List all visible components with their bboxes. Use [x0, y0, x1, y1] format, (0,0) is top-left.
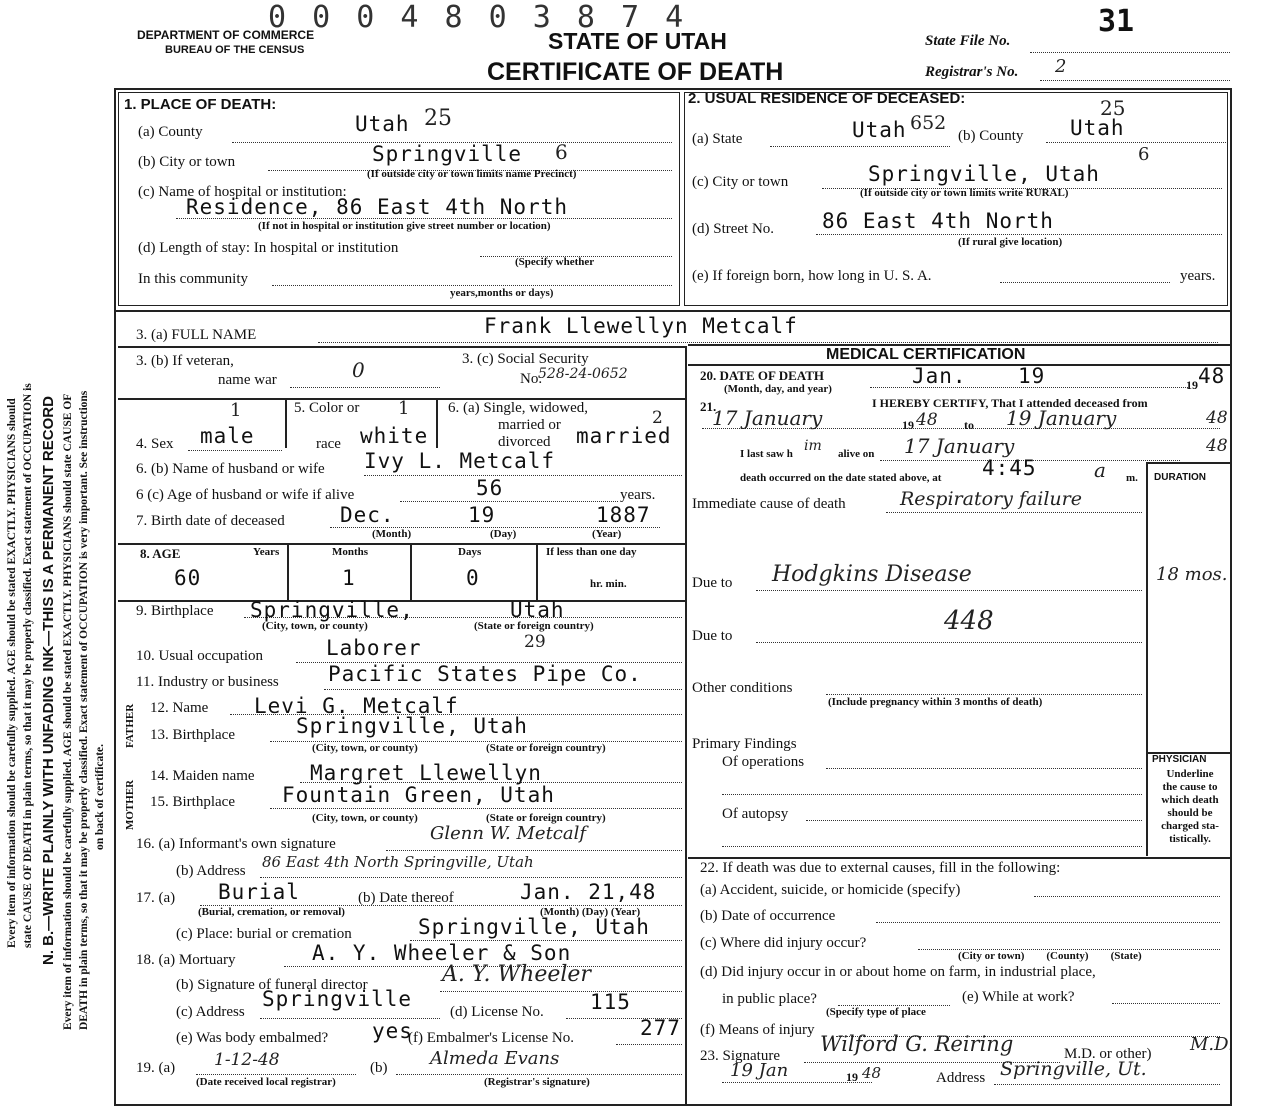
occupation: Laborer: [326, 636, 422, 660]
informant-addr-label: (b) Address: [176, 863, 246, 879]
signature-addr-label: Address: [936, 1070, 986, 1086]
signature-label: 23. Signature: [700, 1048, 780, 1064]
father-name: Levi G. Metcalf: [254, 694, 459, 718]
birth-month-cap: (Month): [372, 528, 412, 540]
burial-place-label: (c) Place: burial or cremation: [176, 926, 352, 942]
pod-hospital-label: (c) Name of hospital or institution:: [138, 184, 347, 200]
physician-note-line: which death: [1161, 794, 1219, 806]
marital: married: [576, 424, 672, 448]
marital-label-2: married or: [498, 417, 561, 433]
father-bp: Springville, Utah: [296, 714, 528, 738]
other-conditions-label: Other conditions: [692, 680, 793, 696]
birth-month: Dec.: [340, 503, 395, 527]
mother-bp-cap1: (City, town, or county): [312, 812, 418, 824]
physician-header: PHYSICIAN: [1152, 754, 1207, 765]
md-label: M.D. or other): [1064, 1046, 1152, 1062]
last-saw-date: 17 January: [904, 434, 1015, 458]
last-saw-him: im: [804, 438, 822, 454]
of-operations-label: Of operations: [722, 754, 805, 770]
registrar-cap1: (Date received local registrar): [196, 1076, 336, 1088]
registrar-value: 2: [1055, 56, 1067, 77]
attend-from-year: 48: [916, 410, 938, 430]
spouse: Ivy L. Metcalf: [364, 449, 556, 473]
physician-note-line: charged sta-: [1161, 820, 1219, 832]
informant-addr: 86 East 4th North Springville, Utah: [262, 853, 534, 871]
mother-name-label: 14. Maiden name: [150, 768, 255, 784]
marital-code: 2: [652, 408, 663, 428]
res-foreign-years: years.: [1180, 268, 1216, 284]
spouse-age-label: 6 (c) Age of husband or wife if alive: [136, 487, 355, 503]
registrar-date: 1-12-48: [214, 1050, 280, 1070]
external-f: (f) Means of injury: [700, 1022, 815, 1038]
md-value: M.D.: [1190, 1034, 1234, 1055]
res-county: Utah: [1070, 116, 1125, 140]
spouse-age: 56: [476, 476, 504, 500]
external-c: (c) Where did injury occur?: [700, 935, 867, 951]
dod-label: 20. DATE OF DEATH: [700, 368, 824, 383]
alive-on: alive on: [838, 448, 875, 460]
pod-county-label: (a) County: [138, 124, 203, 140]
industry: Pacific States Pipe Co.: [328, 662, 642, 686]
mother-bp-cap2: (State or foreign country): [486, 812, 606, 824]
res-street: 86 East 4th North: [822, 209, 1054, 233]
pod-county: Utah: [355, 112, 410, 136]
pod-hospital: Residence, 86 East 4th North: [186, 195, 569, 219]
cert-num: 21.: [700, 399, 717, 414]
due1-duration: 18 mos.: [1156, 564, 1228, 585]
cert-text: I HEREBY CERTIFY, That I attended deceased from: [872, 396, 1148, 410]
last-saw-label: I last saw h: [740, 448, 793, 460]
fullname: Frank Llewellyn Metcalf: [484, 314, 798, 338]
pod-city-label: (b) City or town: [138, 154, 236, 170]
color-label: 5. Color or: [294, 400, 360, 416]
external-c-cap: (City or town) (County) (State): [958, 950, 1142, 962]
attend-from: 17 January: [712, 406, 823, 430]
signature-date: 19 Jan: [730, 1060, 789, 1081]
mother-bp-label: 15. Birthplace: [150, 794, 235, 810]
race-code: 1: [398, 398, 410, 419]
age-years-cap: Years: [253, 546, 280, 558]
physician-note: [1150, 768, 1230, 846]
father-bp-label: 13. Birthplace: [150, 727, 235, 743]
embalmed-label: (e) Was body embalmed?: [176, 1030, 329, 1046]
race: white: [360, 424, 429, 448]
veteran-label: 3. (b) If veteran,: [136, 353, 234, 369]
physician-note-line: tistically.: [1169, 833, 1211, 845]
registrar-cap2: (Registrar's signature): [484, 1076, 590, 1088]
state-file-value: 31: [1098, 4, 1135, 39]
father-tag: FATHER: [124, 703, 136, 748]
dod-year: 48: [1198, 364, 1226, 388]
res-city: Springville, Utah: [868, 162, 1100, 186]
place-of-death-heading: 1. PLACE OF DEATH:: [124, 96, 277, 113]
birth-day: 19: [468, 503, 496, 527]
dod-month: Jan.: [912, 364, 967, 388]
burial: Burial: [218, 880, 300, 904]
license-label: (d) License No.: [450, 1004, 544, 1020]
pod-hospital-note: (If not in hospital or institution give street number or location): [258, 220, 551, 232]
external-type-cap: (Specify type of place: [826, 1006, 926, 1018]
res-city-note: (If outside city or town limits write RURAL): [860, 187, 1069, 199]
marital-label: 6. (a) Single, widowed,: [448, 400, 588, 416]
residence-heading: 2. USUAL RESIDENCE OF DECEASED:: [688, 90, 966, 107]
res-state: Utah: [852, 118, 907, 142]
due1-cause: Hodgkins Disease: [772, 562, 972, 587]
sex-code: 1: [230, 400, 242, 421]
occupation-label: 10. Usual occupation: [136, 648, 264, 664]
side-note-3: N. B.—WRITE PLAINLY WITH UNFADING INK—THIS IS A PERMANENT RECORD: [40, 396, 57, 965]
veteran: 0: [352, 358, 365, 382]
age-months-cap: Months: [332, 546, 369, 558]
emb-license-label: (f) Embalmer's License No.: [408, 1030, 574, 1046]
res-street-note: (If rural give location): [958, 236, 1063, 248]
father-bp-cap2: (State or foreign country): [486, 742, 606, 754]
pod-city: Springville: [372, 142, 523, 166]
pod-stay-note1: (Specify whether: [515, 256, 595, 268]
other-conditions-cap: (Include pregnancy within 3 months of death): [828, 696, 1043, 708]
death-time: 4:45: [982, 456, 1037, 480]
death-m: m.: [1126, 472, 1138, 484]
registrar-sig: Almeda Evans: [430, 1048, 560, 1069]
age-hr-min: hr. min.: [590, 578, 627, 590]
file-number-stamp: 0 0 0 4 8 0 3 8 7 4: [268, 0, 688, 35]
major-findings-label: Primary Findings: [692, 736, 797, 752]
race-label: race: [316, 436, 341, 452]
immediate-cause: Respiratory failure: [900, 488, 1082, 510]
age-less-cap: If less than one day: [546, 546, 637, 558]
res-state-code: 652: [910, 112, 947, 134]
informant-sig: Glenn W. Metcalf: [430, 823, 587, 844]
attend-from-prefix: 19: [902, 418, 914, 432]
external-a: (a) Accident, suicide, or homicide (specify): [700, 882, 961, 898]
external-e: (e) While at work?: [962, 989, 1075, 1005]
attend-to: 19 January: [1006, 406, 1117, 430]
burial-label: 17. (a): [136, 890, 176, 906]
burial-date: Jan. 21,48: [520, 880, 657, 904]
birth-day-cap: (Day): [490, 528, 517, 540]
burial-date-label: (b) Date thereof: [358, 890, 454, 906]
mother-bp: Fountain Green, Utah: [282, 783, 555, 807]
side-note-4: Every item of information should be carefully supplied. AGE should be stated EXACTLY. PHYSICIANS should state CAUSE OF: [62, 393, 74, 1030]
birthplace-city: Springville,: [250, 598, 414, 622]
physician-note-line: should be: [1167, 807, 1213, 819]
dept-label: DEPARTMENT OF COMMERCE: [137, 28, 315, 42]
res-foreign-label: (e) If foreign born, how long in U. S. A.: [692, 268, 932, 284]
state-title: STATE OF UTAH: [548, 28, 727, 54]
burial-place: Springville, Utah: [418, 915, 650, 939]
fd-addr-label: (c) Address: [176, 1004, 245, 1020]
mother-name: Margret Llewellyn: [310, 761, 542, 785]
mortuary: A. Y. Wheeler & Son: [312, 941, 572, 965]
ss-label: 3. (c) Social Security: [462, 351, 589, 367]
embalmed: yes: [372, 1019, 413, 1043]
burial-cap: (Burial, cremation, or removal): [198, 906, 345, 918]
birthdate-label: 7. Birth date of deceased: [136, 513, 285, 529]
physician-note-line: the cause to: [1162, 781, 1218, 793]
mortuary-label: 18. (a) Mortuary: [136, 952, 236, 968]
birthplace-state: Utah: [510, 598, 565, 622]
attend-to-label: to: [964, 418, 974, 432]
res-city-code: 6: [1138, 144, 1150, 165]
pod-city-code: 6: [555, 140, 568, 164]
pod-county-code: 25: [424, 106, 452, 131]
registrar-label: Registrar's No.: [925, 64, 1019, 80]
industry-label: 11. Industry or business: [136, 674, 279, 690]
attend-to-year: 48: [1206, 408, 1228, 428]
burial-date-cap: (Month) (Day) (Year): [540, 906, 641, 918]
due2-label: Due to: [692, 628, 733, 644]
bureau-label: BUREAU OF THE CENSUS: [165, 44, 305, 56]
external-heading: 22. If death was due to external causes, fill in the following:: [700, 860, 1061, 876]
side-note-1: Every item of information should be carefully supplied. AGE should be stated EXACTLY. PHYSICIANS should: [6, 398, 18, 948]
dod-year-prefix: 19: [1186, 378, 1198, 392]
occupation-code: 29: [524, 632, 546, 652]
age-label: 8. AGE: [140, 546, 181, 561]
side-note-6: on back of certificate.: [94, 743, 106, 850]
age-months: 1: [342, 566, 356, 590]
birthplace-cap1: (City, town, or county): [262, 620, 368, 632]
due1-label: Due to: [692, 575, 733, 591]
res-county-code: 25: [1100, 96, 1126, 120]
res-city-label: (c) City or town: [692, 174, 789, 190]
res-state-label: (a) State: [692, 131, 743, 147]
pod-community-label: In this community: [138, 271, 248, 287]
due2-cause: 448: [944, 606, 994, 636]
father-bp-cap1: (City, town, or county): [312, 742, 418, 754]
fd-sig: A. Y. Wheeler: [442, 962, 591, 987]
side-note-2: state CAUSE OF DEATH in plain terms, so that it may be properly classified. Exact statement of OCCUPATION is: [22, 383, 34, 948]
age-days-cap: Days: [458, 546, 482, 558]
dod-day: 19: [1018, 364, 1046, 388]
fullname-label: 3. (a) FULL NAME: [136, 327, 257, 343]
duration-header: DURATION: [1154, 472, 1207, 483]
pod-city-note: (If outside city or town limits name Precinct): [367, 168, 577, 180]
mother-tag: MOTHER: [124, 779, 136, 830]
birthplace-label: 9. Birthplace: [136, 603, 214, 619]
pod-stay-label: (d) Length of stay: In hospital or institution: [138, 240, 399, 256]
res-county-label: (b) County: [958, 128, 1024, 144]
signature-year: 48: [862, 1064, 882, 1082]
fd-sig-label: (b) Signature of funeral director: [176, 977, 368, 993]
spouse-label: 6. (b) Name of husband or wife: [136, 461, 325, 477]
res-street-label: (d) Street No.: [692, 221, 775, 237]
ss-number: 528-24-0652: [538, 366, 628, 382]
last-saw-year: 48: [1206, 436, 1228, 456]
external-d2: in public place?: [722, 991, 817, 1007]
veteran-label-2: name war: [218, 372, 277, 388]
sex: male: [200, 424, 255, 448]
informant-sig-label: 16. (a) Informant's own signature: [136, 836, 336, 852]
birthplace-cap2: (State or foreign country): [474, 620, 594, 632]
immediate-cause-label: Immediate cause of death: [692, 496, 846, 512]
signature-year-prefix: 19: [846, 1070, 858, 1084]
birth-year-cap: (Year): [592, 528, 622, 540]
marital-label-3: divorced: [498, 434, 551, 450]
certificate-title: CERTIFICATE OF DEATH: [487, 58, 784, 86]
age-days: 0: [466, 566, 480, 590]
physician-signature: Wilford G. Reiring: [820, 1032, 1014, 1056]
emb-license: 277: [640, 1016, 681, 1040]
age-years: 60: [174, 566, 202, 590]
death-occurred: death occurred on the date stated above, at: [740, 472, 942, 484]
ss-label-2: No.: [520, 371, 543, 387]
of-autopsy-label: Of autopsy: [722, 806, 789, 822]
external-d: (d) Did injury occur in or about home on farm, in industrial place,: [700, 964, 1096, 980]
fd-addr: Springville: [262, 987, 413, 1011]
state-file-label: State File No.: [925, 33, 1011, 49]
pod-stay-note2: years,months or days): [450, 287, 554, 299]
registrar-num-label: 19. (a): [136, 1060, 176, 1076]
father-name-label: 12. Name: [150, 700, 209, 716]
external-b: (b) Date of occurrence: [700, 908, 836, 924]
birth-year: 1887: [596, 503, 651, 527]
license: 115: [590, 990, 631, 1014]
side-note-5: DEATH in plain terms, so that it may be properly classified. Exact statement of OCCUPATION is very important. See instructions: [78, 390, 90, 1030]
signature-addr: Springville, Ut.: [1000, 1058, 1147, 1080]
dod-cap: (Month, day, and year): [724, 383, 832, 395]
spouse-age-years: years.: [620, 487, 656, 503]
death-ampm: a: [1094, 458, 1106, 482]
sex-label: 4. Sex: [136, 436, 174, 452]
registrar-b-label: (b): [370, 1060, 388, 1076]
medical-heading: MEDICAL CERTIFICATION: [826, 346, 1026, 363]
physician-note-line: Underline: [1166, 768, 1214, 780]
